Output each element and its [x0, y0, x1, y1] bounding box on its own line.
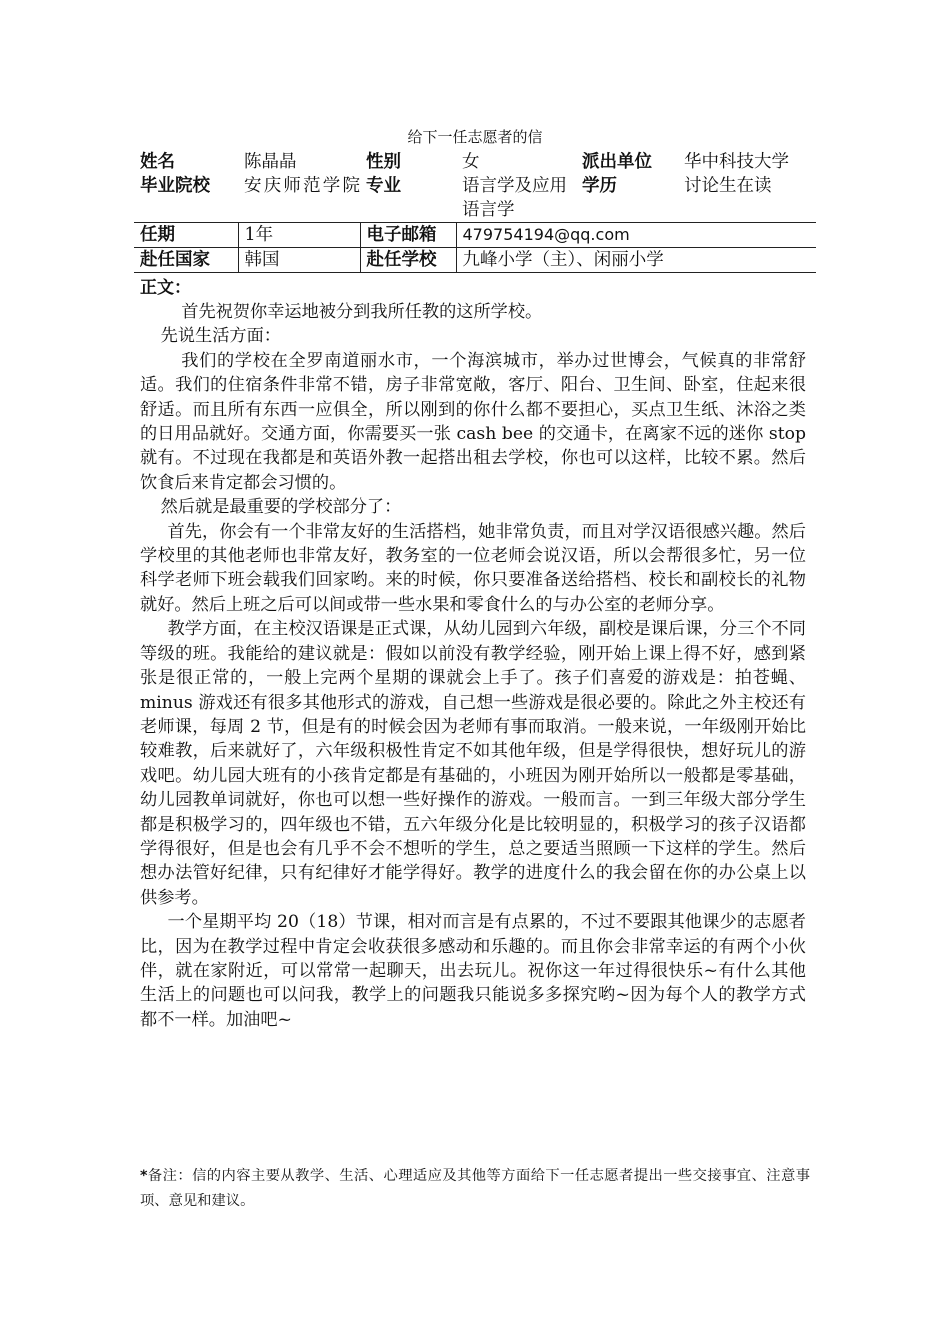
major-value: 语言学及应用语言学 — [462, 176, 567, 220]
body-label: 正文： — [140, 278, 191, 298]
name-value: 陈晶晶 — [244, 152, 297, 172]
term-value: 1年 — [238, 223, 360, 248]
footnote-text: 备注：信的内容主要从教学、生活、心理适应及其他等方面给下一任志愿者提出一些交接事宜、注意事项、意见和建议。 — [140, 1168, 810, 1209]
country-value: 韩国 — [238, 248, 360, 273]
gender-label: 性别 — [366, 152, 401, 172]
name-label: 姓名 — [140, 152, 175, 172]
post-school-value: 九峰小学（主）、闲丽小学 — [456, 248, 816, 273]
term-label: 任期 — [134, 223, 238, 248]
unit-value: 华中科技大学 — [684, 152, 789, 172]
major-label: 专业 — [366, 176, 401, 196]
post-school-label: 赴任学校 — [360, 248, 456, 273]
info-row-term — [134, 223, 816, 248]
paragraph-school: 首先，你会有一个非常友好的生活搭档，她非常负责，而且对学汉语很感兴趣。然后学校里的其他老师也非常友好，教务室的一位老师会说汉语，所以会帮很多忙，另一位科学老师下班会载我们回家哟。来的时候，你只要准备送给搭档、校长和副校长的礼物就好。然后上班之后可以间或带一些水果和零食什么的与办公室的老师分享。 — [140, 521, 806, 615]
info-row-education — [134, 174, 816, 223]
info-row-basic — [134, 150, 816, 174]
degree-label: 学历 — [582, 176, 617, 196]
unit-label: 派出单位 — [582, 152, 652, 172]
letter-body — [140, 300, 806, 1032]
paragraph-closing: 一个星期平均 20（18）节课，相对而言是有点累的，不过不要跟其他课少的志愿者比，因为在教学过程中肯定会收获很多感动和乐趣的。而且你会非常幸运的有两个小伙伴，就在家附近，可以常常一起聊天，出去玩儿。祝你这一年过得很快乐~有什么其他生活上的问题也可以问我，教学上的问题我只能说多多探究哟~因为每个人的教学方式都不一样。加油吧~ — [140, 912, 806, 1030]
page-title: 给下一任志愿者的信 — [407, 128, 543, 146]
email-label: 电子邮箱 — [360, 223, 456, 248]
country-label: 赴任国家 — [134, 248, 238, 273]
degree-value: 讨论生在读 — [684, 176, 772, 196]
paragraph-life: 我们的学校在全罗南道丽水市，一个海滨城市，举办过世博会，气候真的非常舒适。我们的住宿条件非常不错，房子非常宽敞，客厅、阳台、卫生间、卧室，住起来很舒适。而且所有东西一应俱全，所以刚到的你什么都不要担心，买点卫生纸、沐浴之类的日用品就好。交通方面，你需要买一张 cash bee 的交通卡，在离家不远的迷你 stop 就有。不过现在我都是和英语外教一起搭出租去学校，你也可以这样，比较不累。然后饮食后来肯定都会习惯的。 — [140, 350, 806, 493]
school-value: 安庆师范学院 — [244, 176, 360, 196]
info-row-post — [134, 248, 816, 273]
gender-value: 女 — [462, 152, 480, 172]
footnote-star: * — [140, 1168, 148, 1184]
paragraph-greeting: 首先祝贺你幸运地被分到我所任教的这所学校。 — [181, 302, 543, 322]
paragraph-school-heading: 然后就是最重要的学校部分了： — [160, 497, 402, 518]
email-value: 479754194@qq.com — [456, 223, 816, 248]
paragraph-life-heading: 先说生活方面： — [160, 326, 281, 347]
footnote — [140, 1164, 810, 1214]
paragraph-teaching: 教学方面，在主校汉语课是正式课，从幼儿园到六年级，副校是课后课，分三个不同等级的班。我能给的建议就是：假如以前没有教学经验，刚开始上课上得不好，感到紧张是很正常的，一般上完两个星期的课就会上手了。孩子们喜爱的游戏是：拍苍蝇、minus 游戏还有很多其他形式的游戏，自己想一些游戏是很必要的。除此之外主校还有老师课，每周 2 节，但是有的时候会因为老师有事而取消。一般来说，一年级刚开始比较难教，后来就好了，六年级积极性肯定不如其他年级，但是学得很快，想好玩儿的游戏吧。幼儿园大班有的小孩肯定都是有基础的，小班因为刚开始所以一般都是零基础，幼儿园教单词就好，你也可以想一些好操作的游戏。一般而言。一到三年级大部分学生都是积极学习的，四年级也不错，五六年级分化是比较明显的，积极学习的孩子汉语都学得很好，但是也会有几乎不会不想听的学生，总之要适当照顾一下这样的学生。然后想办法管好纪律，只有纪律好才能学得好。教学的进度什么的我会留在你的办公桌上以供参考。 — [140, 619, 806, 908]
volunteer-info-table — [134, 150, 816, 273]
school-label: 毕业院校 — [140, 176, 210, 196]
